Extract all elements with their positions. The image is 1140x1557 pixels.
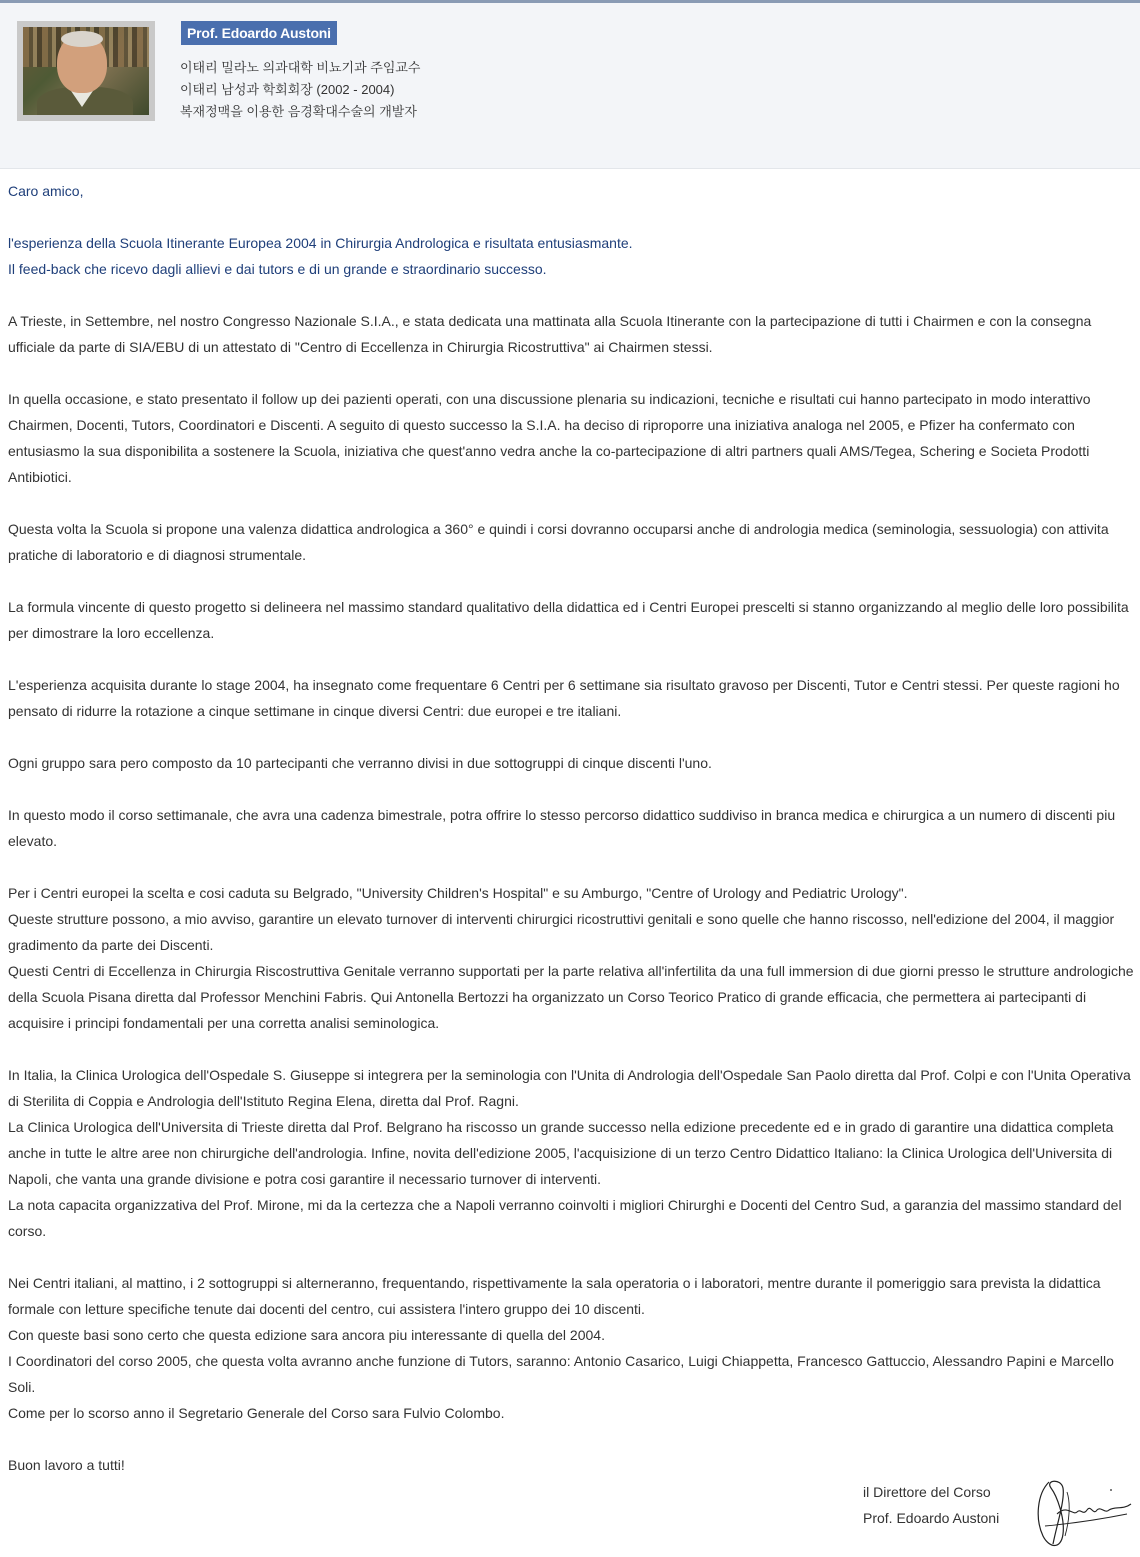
paragraph-line: I Coordinatori del corso 2005, che questa volta avranno anche funzione di Tutors, saranno: Antonio Casarico, Luigi Chiappetta, Francesco Gattuccio, Alessandro Papini e Marcello Soli.	[8, 1353, 1114, 1395]
paragraph-line: La formula vincente di questo progetto si delineera nel massimo standard qualitativo della didattica ed i Centri Europei prescelti si stanno organizzando al meglio delle loro possibilita per dimostrare la loro eccellenza.	[8, 599, 1129, 641]
paragraph-line: A Trieste, in Settembre, nel nostro Congresso Nazionale S.I.A., e stata dedicata una mattinata alla Scuola Itinerante con la partecipazione di tutti i Chairmen e con la consegna ufficiale da parte di SIA/EBU di un attestato di "Centro di Eccellenza in Chirurgia Ricostruttiva" ai Chairmen stessi.	[8, 313, 1092, 355]
letter-paragraph	[8, 308, 1136, 360]
profile-photo-frame	[17, 21, 155, 121]
letter-paragraph	[8, 594, 1136, 646]
paragraph-line: Queste strutture possono, a mio avviso, garantire un elevato turnover di interventi chirurgici ricostruttivi genitali e sono quelle che hanno riscosso, nell'edizione del 2004, il maggior gradimento da parte dei Discenti.	[8, 911, 1115, 953]
letter-paragraph	[8, 672, 1136, 724]
letter-paragraphs	[8, 308, 1136, 1478]
profile-header	[0, 3, 1140, 169]
paragraph-line: Ogni gruppo sara pero composto da 10 partecipanti che verranno divisi in due sottogruppi di cinque discenti l'uno.	[8, 755, 712, 771]
letter-greeting: Caro amico,	[8, 183, 84, 199]
letter-paragraph	[8, 750, 1136, 776]
paragraph-line: Come per lo scorso anno il Segretario Generale del Corso sara Fulvio Colombo.	[8, 1405, 505, 1421]
signoff-role: il Direttore del Corso	[863, 1484, 991, 1500]
profile-credentials	[180, 57, 421, 123]
letter-paragraph	[8, 802, 1136, 854]
signoff-block	[863, 1479, 999, 1531]
letter-paragraph	[8, 880, 1136, 1036]
intro-line: Il feed-back che ricevo dagli allievi e dai tutors e di un grande e straordinario successo.	[8, 261, 547, 277]
profile-name-badge: Prof. Edoardo Austoni	[181, 21, 337, 45]
credential-line: 이태리 밀라노 의과대학 비뇨기과 주임교수	[180, 60, 421, 75]
letter-paragraph	[8, 386, 1136, 490]
letter-paragraph	[8, 1062, 1136, 1244]
profile-photo	[23, 27, 149, 115]
paragraph-line: In Italia, la Clinica Urologica dell'Ospedale S. Giuseppe si integrera per la seminologia con l'Unita di Andrologia dell'Ospedale San Paolo diretta dal Prof. Colpi e con l'Unita Operativa di Sterilita di Coppia e Andrologia dell'Istituto Regina Elena, diretta dal Prof. Ragni.	[8, 1067, 1131, 1109]
paragraph-line: Questi Centri di Eccellenza in Chirurgia Riscostruttiva Genitale verranno supportati per la parte relativa all'infertilita da una full immersion di due giorni presso le strutture andrologiche della Scuola Pisana diretta dal Professor Menchini Fabris. Qui Antonella Bertozzi ha organizzato un Corso Teorico Pratico di grande efficacia, che permettera ai partecipanti di acquisire i principi fondamentali per una corretta analisi seminologica.	[8, 963, 1134, 1031]
letter-paragraph	[8, 1270, 1136, 1426]
paragraph-line: Buon lavoro a tutti!	[8, 1457, 125, 1473]
paragraph-line: La Clinica Urologica dell'Universita di Trieste diretta dal Prof. Belgrano ha riscosso un grande successo nella edizione precedente ed e in grado di garantire una didattica completa anche in tutte le altre aree non chirurgiche dell'andrologia. Infine, novita dell'edizione 2005, l'acquisizione di un terzo Centro Didattico Italiano: la Clinica Urologica dell'Universita di Napoli, che vanta una grande divisione e potra cosi garantire il necessario turnover di interventi.	[8, 1119, 1114, 1187]
paragraph-line: L'esperienza acquisita durante lo stage 2004, ha insegnato come frequentare 6 Centri per 6 settimane sia risultato gravoso per Discenti, Tutor e Centri stessi. Per queste ragioni ho pensato di ridurre la rotazione a cinque settimane in cinque diversi Centri: due europei e tre italiani.	[8, 677, 1120, 719]
paragraph-line: Per i Centri europei la scelta e cosi caduta su Belgrado, "University Children's Hospital" e su Amburgo, "Centre of Urology and Pediatric Urology".	[8, 885, 908, 901]
signoff-name: Prof. Edoardo Austoni	[863, 1510, 1000, 1526]
paragraph-line: Questa volta la Scuola si propone una valenza didattica andrologica a 360° e quindi i corsi dovranno occuparsi anche di andrologia medica (seminologia, sessuologia) con attivita pratiche di laboratorio e di diagnosi strumentale.	[8, 521, 1109, 563]
credential-line: 복재정맥을 이용한 음경확대수술의 개발자	[180, 104, 417, 119]
paragraph-line: Nei Centri italiani, al mattino, i 2 sottogruppi si alterneranno, frequentando, rispettivamente la sala operatoria o i laboratori, mentre durante il pomeriggio sara prevista la didattica formale con letture specifiche tenute dai docenti del centro, cui assistera l'intero gruppo dei 10 discenti.	[8, 1275, 1101, 1317]
intro-line: l'esperienza della Scuola Itinerante Europea 2004 in Chirurgia Andrologica e risultata entusiasmante.	[8, 235, 633, 251]
paragraph-line: Con queste basi sono certo che questa edizione sara ancora piu interessante di quella del 2004.	[8, 1327, 605, 1343]
letter-body	[8, 178, 1136, 1504]
credential-line: 이태리 남성과 학회회장 (2002 - 2004)	[180, 82, 395, 97]
handwritten-signature	[1027, 1474, 1133, 1554]
paragraph-line: In quella occasione, e stato presentato il follow up dei pazienti operati, con una discussione plenaria su indicazioni, tecniche e risultati cui hanno partecipato in modo interattivo Chairmen, Docenti, Tutors, Coordinatori e Discenti. A seguito di questo successo la S.I.A. ha deciso di riproporre una iniziativa analoga nel 2005, e Pfizer ha confermato con entusiasmo la sua disponibilita a sostenere la Scuola, iniziativa che quest'anno vedra anche la co-partecipazione di altri partners quali AMS/Tegea, Schering e Societa Prodotti Antibiotici.	[8, 391, 1091, 485]
letter-paragraph	[8, 1452, 1136, 1478]
letter-paragraph	[8, 516, 1136, 568]
letter-intro	[8, 230, 1136, 282]
paragraph-line: La nota capacita organizzativa del Prof. Mirone, mi da la certezza che a Napoli verranno coinvolti i migliori Chirurghi e Docenti del Centro Sud, a garanzia del massimo standard del corso.	[8, 1197, 1122, 1239]
paragraph-line: In questo modo il corso settimanale, che avra una cadenza bimestrale, potra offrire lo stesso percorso didattico suddiviso in branca medica e chirurgica a un numero di discenti piu elevato.	[8, 807, 1116, 849]
